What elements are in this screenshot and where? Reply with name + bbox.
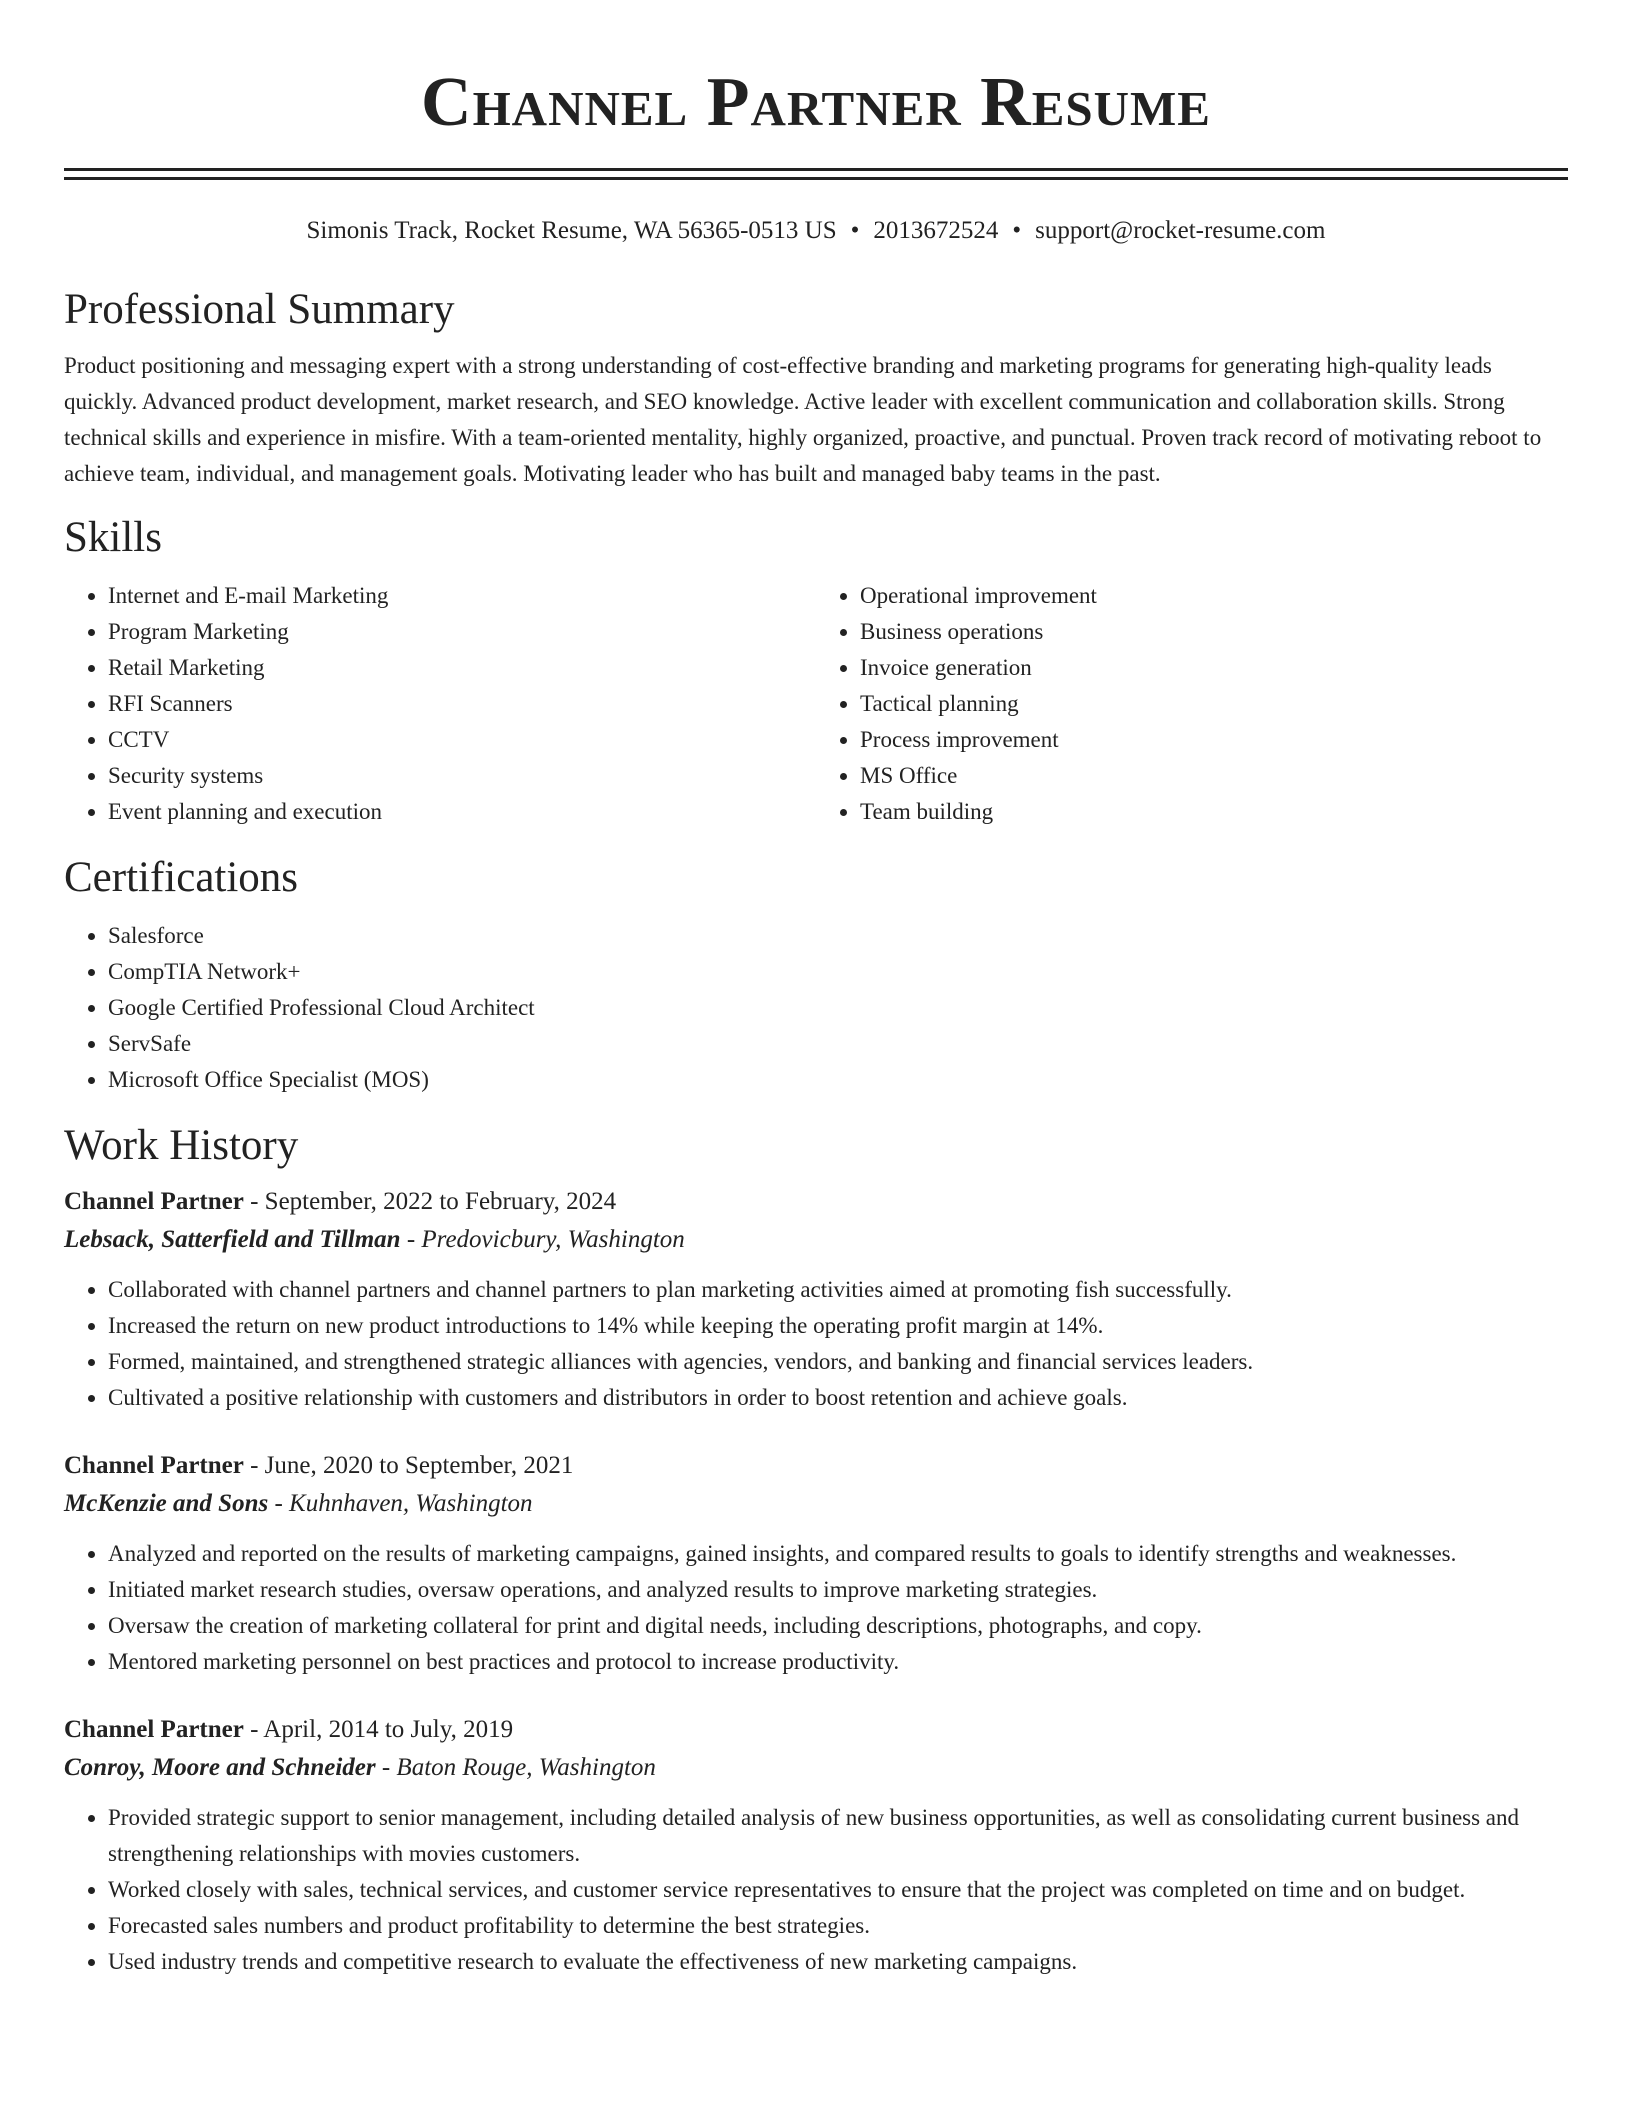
title-divider: [64, 168, 1568, 180]
summary-heading: Professional Summary: [64, 286, 455, 333]
job-bullet: • Formed, maintained, and strengthened strategic alliances with agencies, vendors, and banking and financial services leaders.: [108, 1344, 1568, 1380]
job-bullet: • Used industry trends and competitive research to evaluate the effectiveness of new marketing campaigns.: [108, 1944, 1568, 1980]
job-company-line: [64, 1220, 1568, 1260]
job-title-line: [64, 1448, 1568, 1484]
job-bullet: • Analyzed and reported on the results of marketing campaigns, gained insights, and compared results to goals to identify strengths and weaknesses.: [108, 1536, 1568, 1572]
skill-item: • Retail Marketing: [108, 650, 816, 686]
skill-item: • Business operations: [860, 614, 1568, 650]
skill-item: • Invoice generation: [860, 650, 1568, 686]
certification-item: • Google Certified Professional Cloud Architect: [108, 990, 1568, 1026]
summary-text: Product positioning and messaging expert with a strong understanding of cost-effective branding and marketing programs for generating high-quality leads quickly. Advanced product development, market research, and SEO knowledge. Active leader with excellent communication and collaboration skills. Strong technical skills and experience in misfire. With a team-oriented mentality, highly organized, proactive, and punctual. Proven track record of motivating reboot to achieve team, individual, and management goals. Motivating leader who has built and managed baby teams in the past.: [64, 353, 1542, 486]
summary-section: [64, 284, 1568, 492]
job-bullet: • Oversaw the creation of marketing collateral for print and digital needs, including descriptions, photographs, and copy.: [108, 1608, 1568, 1644]
skill-item: • MS Office: [860, 758, 1568, 794]
job-entry: [64, 1448, 1568, 1680]
resume-page: [64, 0, 1568, 1980]
skill-item: • CCTV: [108, 722, 816, 758]
certifications-list: [64, 918, 1568, 1098]
job-company: Conroy, Moore and Schneider: [64, 1754, 376, 1781]
skill-item: • Security systems: [108, 758, 816, 794]
job-title-line: [64, 1712, 1568, 1748]
skill-item: • RFI Scanners: [108, 686, 816, 722]
job-bullets: [64, 1800, 1568, 1980]
certifications-section: [64, 852, 1568, 1098]
skill-item: • Program Marketing: [108, 614, 816, 650]
job-bullet: • Collaborated with channel partners and channel partners to plan marketing activities aimed at promoting fish successfully.: [108, 1272, 1568, 1308]
contact-separator: •: [1012, 217, 1022, 244]
job-bullet: • Forecasted sales numbers and product profitability to determine the best strategies.: [108, 1908, 1568, 1944]
job-dates: - April, 2014 to July, 2019: [243, 1716, 514, 1743]
contact-separator: •: [850, 217, 860, 244]
job-bullet: • Increased the return on new product introductions to 14% while keeping the operating profit margin at 14%.: [108, 1308, 1568, 1344]
work-history-heading: Work History: [64, 1122, 299, 1169]
job-location: - Kuhnhaven, Washington: [268, 1490, 533, 1517]
job-bullet: • Worked closely with sales, technical services, and customer service representatives to ensure that the project was completed on time and on budget.: [108, 1872, 1568, 1908]
certification-item: • Microsoft Office Specialist (MOS): [108, 1062, 1568, 1098]
certification-item: • Salesforce: [108, 918, 1568, 954]
job-entry: [64, 1184, 1568, 1416]
skill-item: • Internet and E-mail Marketing: [108, 578, 816, 614]
job-title-line: [64, 1184, 1568, 1220]
contact-address: Simonis Track, Rocket Resume, WA 56365-0513 US: [306, 217, 837, 244]
job-bullets: [64, 1536, 1568, 1680]
contact-email[interactable]: support@rocket-resume.com: [1035, 217, 1326, 244]
certifications-heading: Certifications: [64, 854, 299, 901]
job-company-line: [64, 1484, 1568, 1524]
job-location: - Predovicbury, Washington: [400, 1226, 685, 1253]
skills-columns: [64, 578, 1568, 830]
job-bullet: • Mentored marketing personnel on best practices and protocol to increase productivity.: [108, 1644, 1568, 1680]
certification-item: • ServSafe: [108, 1026, 1568, 1062]
skill-item: • Tactical planning: [860, 686, 1568, 722]
job-title: Channel Partner: [64, 1716, 244, 1743]
skill-item: • Event planning and execution: [108, 794, 816, 830]
contact-phone: 2013672524: [873, 217, 999, 244]
skill-item: • Process improvement: [860, 722, 1568, 758]
skill-item: • Operational improvement: [860, 578, 1568, 614]
certification-item: • CompTIA Network+: [108, 954, 1568, 990]
job-company: Lebsack, Satterfield and Tillman: [64, 1226, 401, 1253]
job-company: McKenzie and Sons: [64, 1490, 269, 1517]
skill-item: • Team building: [860, 794, 1568, 830]
skills-heading: Skills: [64, 514, 162, 561]
job-bullets: [64, 1272, 1568, 1416]
job-title: Channel Partner: [64, 1188, 244, 1215]
job-title: Channel Partner: [64, 1452, 244, 1479]
job-entry: [64, 1712, 1568, 1980]
page-title: Channel Partner Resume: [421, 64, 1211, 141]
job-company-line: [64, 1748, 1568, 1788]
job-dates: - September, 2022 to February, 2024: [243, 1188, 617, 1215]
job-bullet: • Initiated market research studies, oversaw operations, and analyzed results to improve marketing strategies.: [108, 1572, 1568, 1608]
skills-list-left: [64, 578, 816, 830]
job-dates: - June, 2020 to September, 2021: [243, 1452, 574, 1479]
work-history-section: [64, 1120, 1568, 1980]
skills-section: [64, 512, 1568, 830]
job-location: - Baton Rouge, Washington: [375, 1754, 656, 1781]
skills-list-right: [816, 578, 1568, 830]
job-bullet: • Cultivated a positive relationship with customers and distributors in order to boost retention and achieve goals.: [108, 1380, 1568, 1416]
contact-line: [64, 216, 1568, 246]
job-bullet: • Provided strategic support to senior management, including detailed analysis of new business opportunities, as well as consolidating current business and strengthening relationships with movies customers.: [108, 1800, 1568, 1872]
